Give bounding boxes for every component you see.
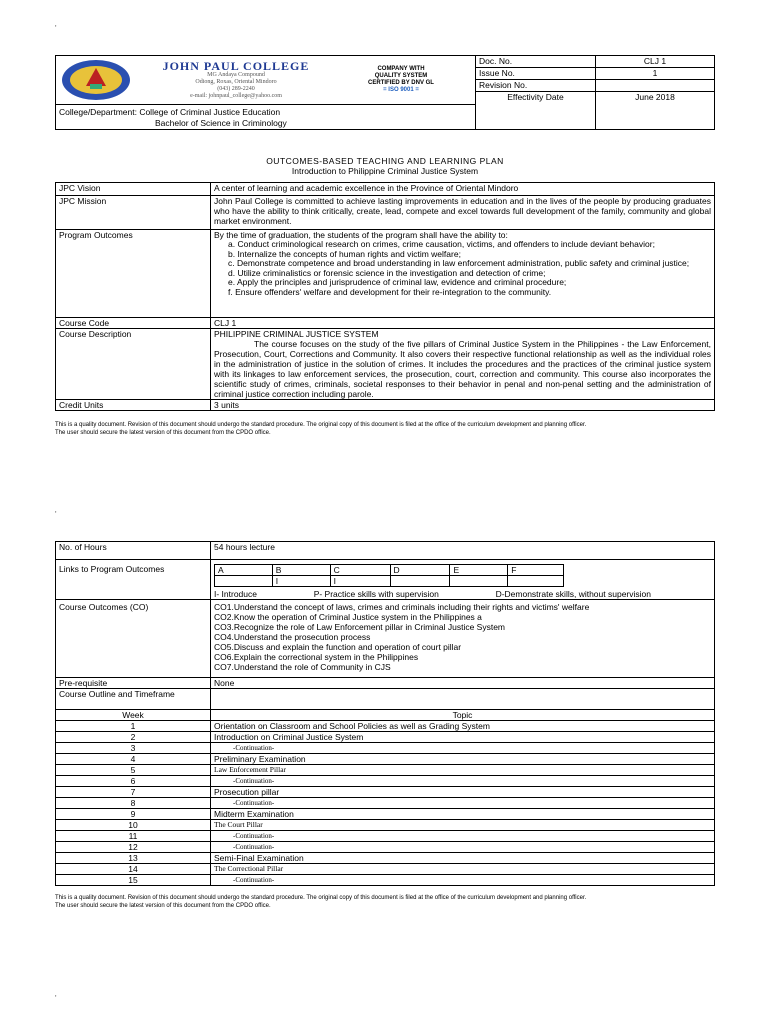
course-outcome-item: CO4.Understand the prosecution process bbox=[214, 632, 371, 642]
footer-line: The user should secure the latest version of this document from the CPDO office. bbox=[55, 903, 271, 909]
week-rows bbox=[56, 721, 715, 886]
page-mark: ' bbox=[55, 510, 57, 519]
prereq-label: Pre-requisite bbox=[56, 678, 211, 689]
program-outcomes-cell bbox=[211, 230, 715, 318]
footer-note bbox=[55, 894, 715, 910]
page-mark: ' bbox=[55, 24, 57, 33]
plan-title: OUTCOMES-BASED TEACHING AND LEARNING PLAN bbox=[266, 156, 504, 166]
link-header: C bbox=[330, 565, 390, 576]
page-2 bbox=[55, 541, 715, 910]
program-outcome-item: a. Conduct criminological research on crimes, crime causation, victims, and offenders to include deviant behavior; bbox=[228, 239, 655, 249]
week-row bbox=[56, 743, 715, 754]
outline-blank bbox=[211, 689, 715, 710]
course-outcome-item: CO1.Understand the concept of laws, crimes and criminals including their rights and victims' welfare bbox=[214, 602, 590, 612]
department-line: College/Department: College of Criminal Justice Education bbox=[59, 107, 281, 117]
week-row bbox=[56, 842, 715, 853]
week-number: 10 bbox=[56, 820, 211, 831]
legend-introduce: I- Introduce bbox=[214, 589, 257, 599]
week-topic: Introduction on Criminal Justice System bbox=[211, 732, 715, 743]
course-outcome-item: CO3.Recognize the role of Law Enforcement pillar in Criminal Justice System bbox=[214, 622, 506, 632]
week-row bbox=[56, 776, 715, 787]
link-value bbox=[390, 576, 450, 587]
link-value bbox=[215, 576, 273, 587]
issue-no-value: 1 bbox=[596, 68, 715, 80]
prereq-value: None bbox=[211, 678, 715, 689]
course-description-label: Course Description bbox=[56, 329, 211, 400]
iso-badge: = ISO 9001 = bbox=[383, 87, 419, 93]
mission-label: JPC Mission bbox=[56, 196, 211, 230]
link-value bbox=[450, 576, 508, 587]
program-line: Bachelor of Science in Criminology bbox=[155, 118, 287, 128]
link-value bbox=[508, 576, 564, 587]
program-outcome-item: f. Ensure offenders' welfare and development for their re-integration to the community. bbox=[228, 286, 552, 297]
cert-line: CERTIFIED BY DNV GL bbox=[368, 80, 434, 86]
cert-line: QUALITY SYSTEM bbox=[374, 73, 428, 79]
mission-text: John Paul College is committed to achieve lasting improvements in education and in the lives of the people by producing graduates who have the ability to think critically, create, lead, compete and excel towards full development of the family, community and global market environment. bbox=[211, 196, 715, 230]
effectivity-label: Effectivity Date bbox=[476, 92, 596, 130]
week-row bbox=[56, 754, 715, 765]
week-number: 14 bbox=[56, 864, 211, 875]
link-header: E bbox=[450, 565, 508, 576]
doc-no-value: CLJ 1 bbox=[596, 56, 715, 68]
topic-header: Topic bbox=[211, 710, 715, 721]
course-outcome-item: CO2.Know the operation of Criminal Justice system in the Philippines a bbox=[214, 612, 482, 622]
week-number: 5 bbox=[56, 765, 211, 776]
course-outcome-item: CO6.Explain the correctional system in the Philippines bbox=[214, 652, 419, 662]
footer-line: This is a quality document. Revision of this document should undergo the standard procedure. The original copy of this document is filed at the office of the curriculum development and planning officer. bbox=[55, 895, 587, 901]
week-number: 12 bbox=[56, 842, 211, 853]
week-row bbox=[56, 787, 715, 798]
address-line: MG Andaya Compound bbox=[207, 71, 265, 78]
course-outcomes-cell bbox=[211, 600, 715, 678]
week-topic: Law Enforcement Pillar bbox=[211, 765, 715, 776]
legend-practice: P- Practice skills with supervision bbox=[313, 589, 439, 599]
outline-label: Course Outline and Timeframe bbox=[56, 689, 211, 710]
week-number: 3 bbox=[56, 743, 211, 754]
course-description-cell bbox=[211, 329, 715, 400]
links-grid bbox=[214, 564, 564, 587]
week-topic: -Continuation- bbox=[211, 743, 715, 754]
week-number: 13 bbox=[56, 853, 211, 864]
college-seal-icon bbox=[56, 58, 136, 102]
legend-demonstrate: D-Demonstrate skills, without supervision bbox=[495, 589, 651, 599]
course-code-value: CLJ 1 bbox=[211, 318, 715, 329]
college-name: JOHN PAUL COLLEGE bbox=[162, 58, 310, 73]
plan-subtitle: Introduction to Philippine Criminal Justice System bbox=[291, 166, 479, 176]
course-info-table bbox=[55, 182, 715, 411]
link-header: F bbox=[508, 565, 564, 576]
program-outcome-item: d. Utilize criminalistics or forensic science in the investigation and detection of crime; bbox=[228, 267, 546, 278]
course-description-title: PHILIPPINE CRIMINAL JUSTICE SYSTEM bbox=[214, 329, 379, 339]
hours-value: 54 hours lecture bbox=[211, 542, 715, 560]
credit-units-label: Credit Units bbox=[56, 400, 211, 411]
week-topic: -Continuation- bbox=[211, 875, 715, 886]
link-value: I bbox=[272, 576, 330, 587]
page-1 bbox=[55, 55, 715, 437]
doc-no-label: Doc. No. bbox=[476, 56, 596, 68]
week-number: 11 bbox=[56, 831, 211, 842]
week-row bbox=[56, 820, 715, 831]
week-number: 6 bbox=[56, 776, 211, 787]
week-header: Week bbox=[56, 710, 211, 721]
footer-line: The user should secure the latest version of this document from the CPDO office. bbox=[55, 430, 271, 436]
course-description-text: The course focuses on the study of the five pillars of Criminal Justice System in the Philippines - the Law Enforcement, Prosecution, Court, Corrections and Community. It also covers their respective functional relationship as well as the individual roles in the administration of justice in the solution of crimes. It includes the procedures and the practices of the criminal justice system with its linkages to law enforcement services, the prosecution, court, correction and community. This course also incorporates the scientific study of crimes, criminals, societal responses to their behavior in penal and non-penal setting and the administration of criminal justice correction including parole. bbox=[214, 339, 711, 399]
week-row bbox=[56, 721, 715, 732]
program-outcomes-label: Program Outcomes bbox=[56, 230, 211, 318]
week-number: 7 bbox=[56, 787, 211, 798]
program-outcomes-intro: By the time of graduation, the students of the program shall have the ability to: bbox=[214, 230, 508, 240]
week-row bbox=[56, 864, 715, 875]
footer-line: This is a quality document. Revision of this document should undergo the standard procedure. The original copy of this document is filed at the office of the curriculum development and planning officer. bbox=[55, 422, 587, 428]
page-mark: ' bbox=[55, 994, 57, 1003]
address-line: Odiong, Roxas, Oriental Mindoro bbox=[195, 78, 277, 85]
week-topic: The Court Pillar bbox=[211, 820, 715, 831]
week-number: 8 bbox=[56, 798, 211, 809]
links-cell bbox=[211, 560, 715, 600]
links-label: Links to Program Outcomes bbox=[56, 560, 211, 600]
course-outcome-item: CO5.Discuss and explain the function and operation of court pillar bbox=[214, 642, 462, 652]
program-outcome-item: c. Demonstrate competence and broad understanding in law enforcement administration, public safety and criminal justice; bbox=[228, 258, 690, 268]
link-header: D bbox=[390, 565, 450, 576]
address-line: (043) 289-2240 bbox=[217, 85, 255, 92]
course-outcomes-label: Course Outcomes (CO) bbox=[56, 600, 211, 678]
week-number: 4 bbox=[56, 754, 211, 765]
week-topic: Semi-Final Examination bbox=[211, 853, 715, 864]
course-outcome-item: CO7.Understand the role of Community in CJS bbox=[214, 662, 391, 672]
revision-no-value bbox=[596, 80, 715, 92]
course-details-table bbox=[55, 541, 715, 886]
week-number: 9 bbox=[56, 809, 211, 820]
program-outcome-item: e. Apply the principles and jurisprudence of criminal law, evidence and criminal procedure; bbox=[228, 277, 567, 287]
week-topic: Prosecution pillar bbox=[211, 787, 715, 798]
cert-line: COMPANY WITH bbox=[377, 66, 425, 72]
week-number: 15 bbox=[56, 875, 211, 886]
week-topic: Orientation on Classroom and School Policies as well as Grading System bbox=[211, 721, 715, 732]
link-header: A bbox=[215, 565, 273, 576]
program-outcome-item: b. Internalize the concepts of human rights and victim welfare; bbox=[228, 248, 461, 259]
week-row bbox=[56, 798, 715, 809]
week-topic: The Correctional Pillar bbox=[211, 864, 715, 875]
week-topic: Preliminary Examination bbox=[211, 754, 715, 765]
week-topic: -Continuation- bbox=[211, 798, 715, 809]
link-header: B bbox=[272, 565, 330, 576]
department-block bbox=[56, 105, 476, 130]
footer-note bbox=[55, 421, 715, 437]
link-value: I bbox=[330, 576, 390, 587]
week-row bbox=[56, 732, 715, 743]
effectivity-value: June 2018 bbox=[596, 92, 715, 130]
credit-units-value: 3 units bbox=[211, 400, 715, 411]
hours-label: No. of Hours bbox=[56, 542, 211, 560]
week-topic: -Continuation- bbox=[211, 831, 715, 842]
week-row bbox=[56, 809, 715, 820]
issue-no-label: Issue No. bbox=[476, 68, 596, 80]
revision-no-label: Revision No. bbox=[476, 80, 596, 92]
week-topic: -Continuation- bbox=[211, 776, 715, 787]
document-header bbox=[55, 55, 715, 130]
vision-label: JPC Vision bbox=[56, 183, 211, 196]
week-row bbox=[56, 875, 715, 886]
links-legend bbox=[214, 589, 711, 599]
week-number: 1 bbox=[56, 721, 211, 732]
week-topic: Midterm Examination bbox=[211, 809, 715, 820]
week-topic: -Continuation- bbox=[211, 842, 715, 853]
week-row bbox=[56, 853, 715, 864]
email-line: e-mail: johnpaul_college@yahoo.com bbox=[190, 92, 282, 99]
week-row bbox=[56, 765, 715, 776]
vision-text: A center of learning and academic excellence in the Province of Oriental Mindoro bbox=[211, 183, 715, 196]
week-row bbox=[56, 831, 715, 842]
week-number: 2 bbox=[56, 732, 211, 743]
logo-block bbox=[56, 56, 476, 105]
course-code-label: Course Code bbox=[56, 318, 211, 329]
